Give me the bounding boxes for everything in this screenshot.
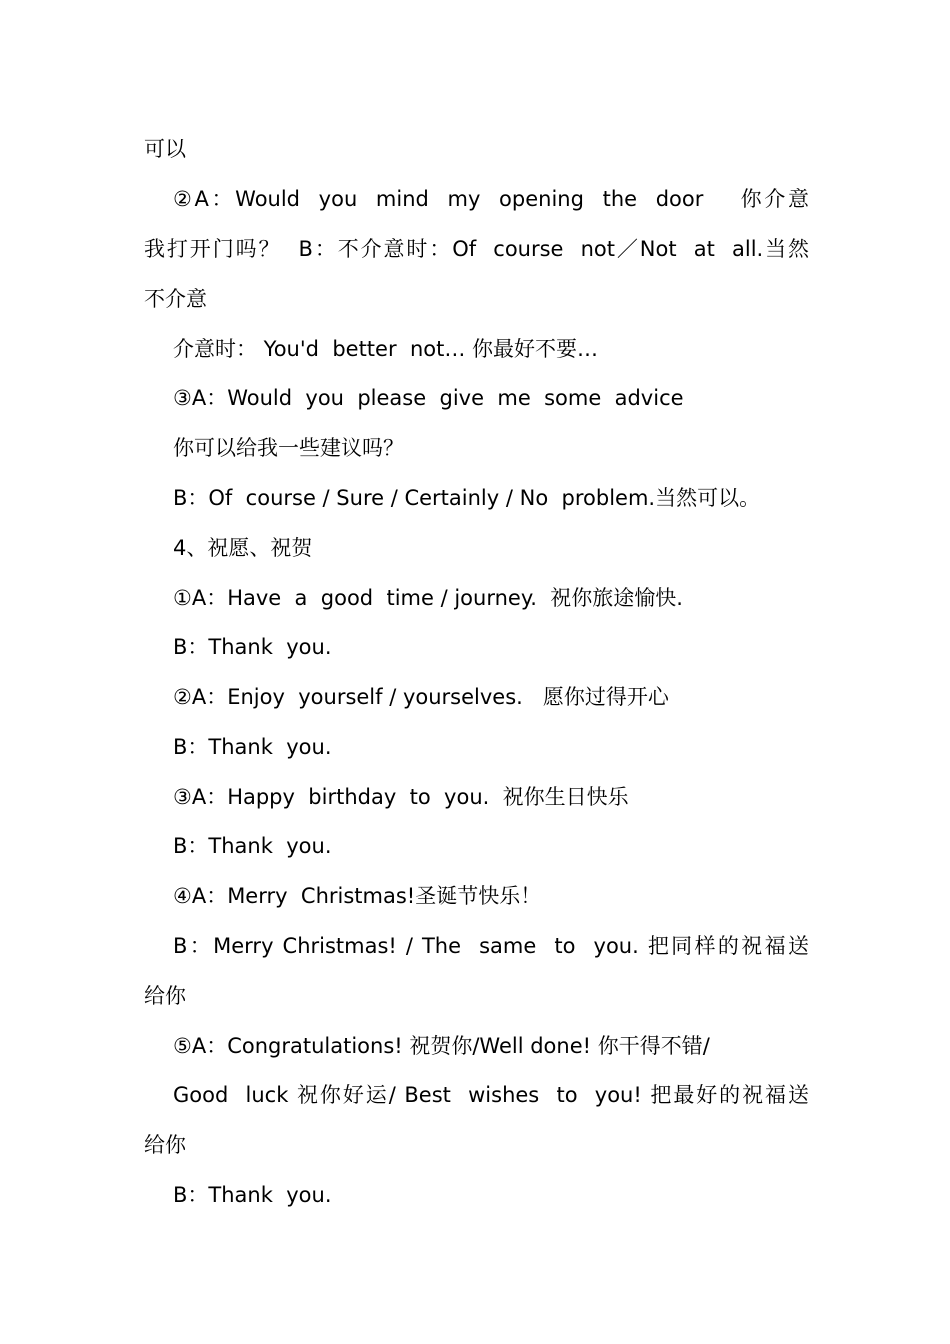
text-line: Good luck 祝你好运/ Best wishes to you! 把最好的祝福送 [173, 1083, 809, 1107]
text-line: B：Thank you. [173, 834, 332, 858]
text-line: 不介意 [144, 287, 207, 311]
text-line: ③A：Happy birthday to you. 祝你生日快乐 [173, 785, 629, 809]
text-line: B：Thank you. [173, 1183, 332, 1207]
text-line: ④A：Merry Christmas!圣诞节快乐！ [173, 884, 542, 908]
text-line: 可以 [144, 137, 186, 161]
text-line: ②A：Enjoy yourself / yourselves. 愿你过得开心 [173, 685, 669, 709]
text-line: ②A：Would you mind my opening the door 你介意 [173, 187, 809, 211]
text-line: ⑤A：Congratulations! 祝贺你/Well done! 你干得不错/ [173, 1034, 710, 1058]
text-line: ①A：Have a good time / journey. 祝你旅途愉快. [173, 586, 683, 610]
text-line: B：Thank you. [173, 635, 332, 659]
text-line: 给你 [144, 984, 186, 1008]
text-line: 给你 [144, 1133, 186, 1157]
text-line: 介意时： You'd better not… 你最好不要… [173, 337, 599, 361]
text-line: 我打开门吗？ B：不介意时：Of course not／Not at all.当然 [144, 237, 809, 261]
text-line: 你可以给我一些建议吗？ [173, 436, 404, 460]
text-line: B：Of course / Sure / Certainly / No problem.当然可以。 [173, 486, 761, 510]
text-line: B：Thank you. [173, 735, 332, 759]
text-line: B：Merry Christmas! / The same to you. 把同样的祝福送 [173, 934, 809, 958]
section-heading: 4、祝愿、祝贺 [173, 536, 313, 560]
text-line: ③A：Would you please give me some advice [173, 386, 684, 410]
